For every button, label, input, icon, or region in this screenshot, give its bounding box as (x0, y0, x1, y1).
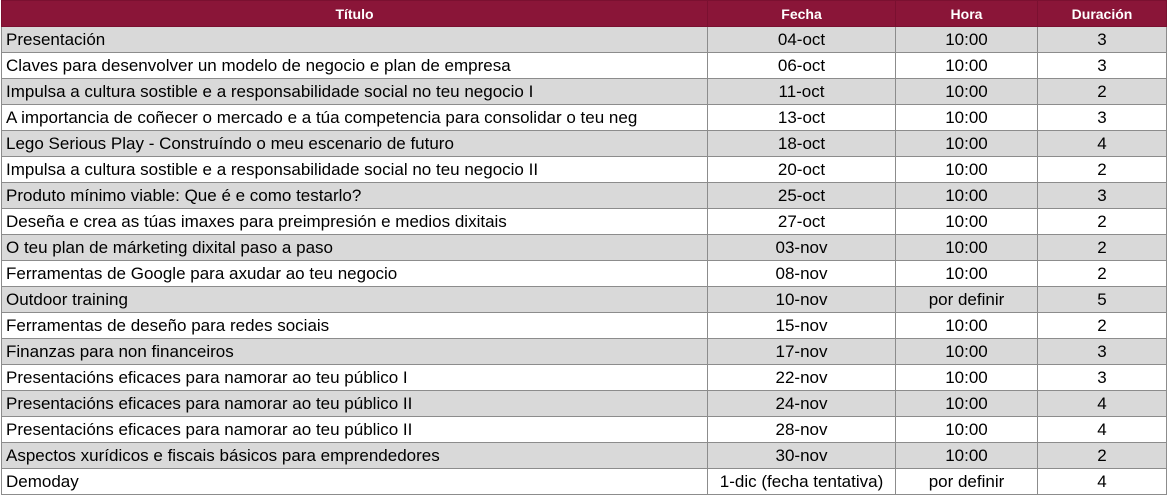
table-row (2, 79, 1167, 105)
cell-duracion[interactable]: 4 (1038, 417, 1167, 443)
cell-fecha[interactable]: 06-oct (708, 53, 896, 79)
table-row (2, 131, 1167, 157)
table-row (2, 339, 1167, 365)
table-row (2, 261, 1167, 287)
cell-duracion[interactable]: 4 (1038, 391, 1167, 417)
header-titulo[interactable]: Título (2, 1, 708, 27)
table-row (2, 53, 1167, 79)
cell-titulo[interactable]: Aspectos xurídicos e fiscais básicos para emprendedores (2, 443, 708, 469)
cell-fecha[interactable]: 08-nov (708, 261, 896, 287)
cell-titulo[interactable]: Presentacións eficaces para namorar ao teu público II (2, 417, 708, 443)
cell-hora[interactable]: 10:00 (896, 79, 1038, 105)
cell-duracion[interactable]: 3 (1038, 183, 1167, 209)
table-row (2, 183, 1167, 209)
cell-duracion[interactable]: 5 (1038, 287, 1167, 313)
cell-titulo[interactable]: Claves para desenvolver un modelo de negocio e plan de empresa (2, 53, 708, 79)
cell-duracion[interactable]: 4 (1038, 469, 1167, 495)
cell-duracion[interactable]: 2 (1038, 157, 1167, 183)
table-row (2, 443, 1167, 469)
table-row (2, 365, 1167, 391)
header-hora[interactable]: Hora (896, 1, 1038, 27)
cell-titulo[interactable]: Ferramentas de deseño para redes sociais (2, 313, 708, 339)
cell-hora[interactable]: 10:00 (896, 235, 1038, 261)
cell-duracion[interactable]: 3 (1038, 365, 1167, 391)
cell-titulo[interactable]: Finanzas para non financeiros (2, 339, 708, 365)
cell-hora[interactable]: 10:00 (896, 443, 1038, 469)
header-duracion[interactable]: Duración (1038, 1, 1167, 27)
cell-duracion[interactable]: 2 (1038, 235, 1167, 261)
cell-fecha[interactable]: 28-nov (708, 417, 896, 443)
table-row (2, 27, 1167, 53)
cell-hora[interactable]: por definir (896, 287, 1038, 313)
cell-hora[interactable]: 10:00 (896, 157, 1038, 183)
cell-duracion[interactable]: 3 (1038, 339, 1167, 365)
schedule-table (1, 0, 1167, 495)
cell-titulo[interactable]: Presentación (2, 27, 708, 53)
table-row (2, 391, 1167, 417)
cell-duracion[interactable]: 2 (1038, 209, 1167, 235)
cell-fecha[interactable]: 1-dic (fecha tentativa) (708, 469, 896, 495)
cell-duracion[interactable]: 2 (1038, 443, 1167, 469)
cell-hora[interactable]: 10:00 (896, 391, 1038, 417)
cell-duracion[interactable]: 2 (1038, 261, 1167, 287)
cell-titulo[interactable]: O teu plan de márketing dixital paso a paso (2, 235, 708, 261)
table-row (2, 469, 1167, 495)
cell-fecha[interactable]: 18-oct (708, 131, 896, 157)
cell-titulo[interactable]: Ferramentas de Google para axudar ao teu negocio (2, 261, 708, 287)
header-row (2, 1, 1167, 27)
cell-fecha[interactable]: 04-oct (708, 27, 896, 53)
cell-fecha[interactable]: 20-oct (708, 157, 896, 183)
cell-titulo[interactable]: Impulsa a cultura sostible e a responsabilidade social no teu negocio I (2, 79, 708, 105)
table-row (2, 157, 1167, 183)
table-row (2, 209, 1167, 235)
cell-fecha[interactable]: 24-nov (708, 391, 896, 417)
table-row (2, 313, 1167, 339)
cell-hora[interactable]: 10:00 (896, 105, 1038, 131)
cell-fecha[interactable]: 17-nov (708, 339, 896, 365)
cell-hora[interactable]: 10:00 (896, 209, 1038, 235)
cell-fecha[interactable]: 22-nov (708, 365, 896, 391)
table-row (2, 417, 1167, 443)
table-row (2, 287, 1167, 313)
cell-hora[interactable]: por definir (896, 469, 1038, 495)
cell-titulo[interactable]: A importancia de coñecer o mercado e a túa competencia para consolidar o teu neg (2, 105, 708, 131)
cell-duracion[interactable]: 2 (1038, 79, 1167, 105)
cell-titulo[interactable]: Demoday (2, 469, 708, 495)
cell-hora[interactable]: 10:00 (896, 417, 1038, 443)
cell-hora[interactable]: 10:00 (896, 261, 1038, 287)
table-row (2, 105, 1167, 131)
cell-fecha[interactable]: 10-nov (708, 287, 896, 313)
cell-fecha[interactable]: 25-oct (708, 183, 896, 209)
cell-hora[interactable]: 10:00 (896, 183, 1038, 209)
cell-titulo[interactable]: Produto mínimo viable: Que é e como testarlo? (2, 183, 708, 209)
cell-fecha[interactable]: 27-oct (708, 209, 896, 235)
cell-hora[interactable]: 10:00 (896, 131, 1038, 157)
cell-duracion[interactable]: 3 (1038, 27, 1167, 53)
cell-titulo[interactable]: Outdoor training (2, 287, 708, 313)
cell-fecha[interactable]: 15-nov (708, 313, 896, 339)
cell-titulo[interactable]: Deseña e crea as túas imaxes para preimpresión e medios dixitais (2, 209, 708, 235)
cell-titulo[interactable]: Impulsa a cultura sostible e a responsabilidade social no teu negocio II (2, 157, 708, 183)
cell-fecha[interactable]: 03-nov (708, 235, 896, 261)
cell-titulo[interactable]: Presentacións eficaces para namorar ao teu público II (2, 391, 708, 417)
cell-hora[interactable]: 10:00 (896, 365, 1038, 391)
table-row (2, 235, 1167, 261)
cell-titulo[interactable]: Presentacións eficaces para namorar ao teu público I (2, 365, 708, 391)
cell-duracion[interactable]: 3 (1038, 53, 1167, 79)
cell-titulo[interactable]: Lego Serious Play - Construíndo o meu escenario de futuro (2, 131, 708, 157)
cell-hora[interactable]: 10:00 (896, 53, 1038, 79)
cell-fecha[interactable]: 11-oct (708, 79, 896, 105)
cell-duracion[interactable]: 3 (1038, 105, 1167, 131)
cell-duracion[interactable]: 4 (1038, 131, 1167, 157)
header-fecha[interactable]: Fecha (708, 1, 896, 27)
cell-fecha[interactable]: 30-nov (708, 443, 896, 469)
cell-duracion[interactable]: 2 (1038, 313, 1167, 339)
cell-hora[interactable]: 10:00 (896, 313, 1038, 339)
cell-fecha[interactable]: 13-oct (708, 105, 896, 131)
cell-hora[interactable]: 10:00 (896, 27, 1038, 53)
cell-hora[interactable]: 10:00 (896, 339, 1038, 365)
